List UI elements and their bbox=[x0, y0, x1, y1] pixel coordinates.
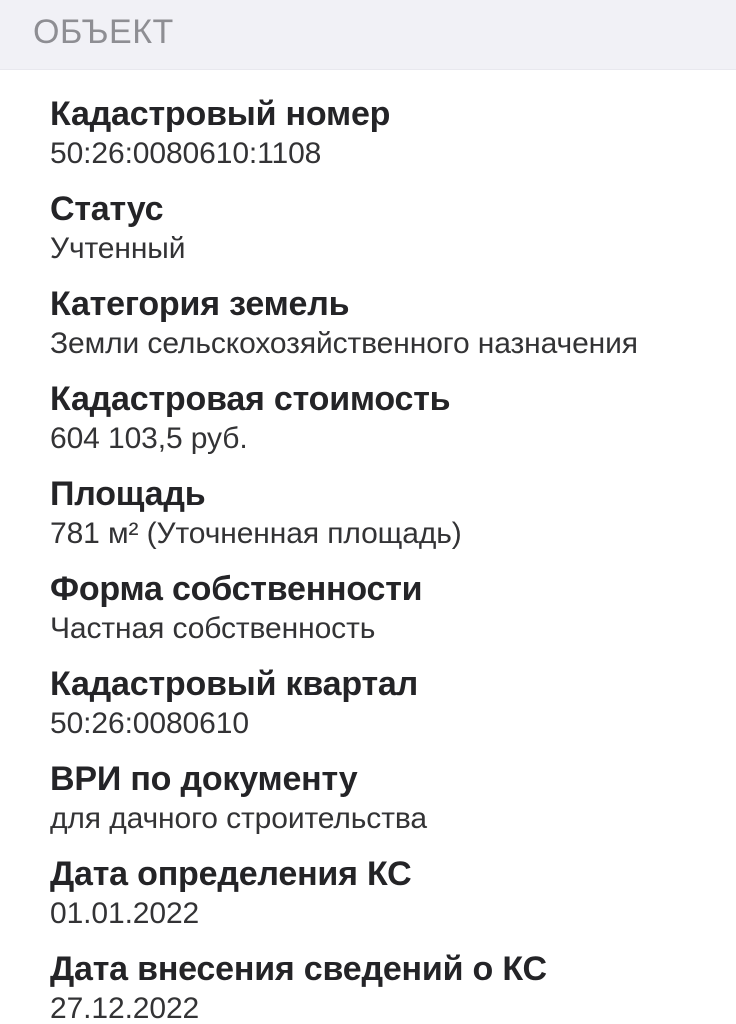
field-value: Частная собственность bbox=[50, 612, 376, 645]
field-label: Площадь bbox=[50, 475, 206, 513]
field-value: для дачного строительства bbox=[50, 802, 427, 835]
section-header bbox=[0, 0, 736, 70]
field-value: Земли сельскохозяйственного назначения bbox=[50, 327, 638, 360]
field-cadastral-block bbox=[50, 664, 706, 742]
field-value: 781 м² (Уточненная площадь) bbox=[50, 517, 462, 550]
field-label: Кадастровый квартал bbox=[50, 665, 419, 703]
field-value: 50:26:0080610:1108 bbox=[50, 137, 322, 170]
field-label: Статус bbox=[50, 190, 164, 228]
field-land-category bbox=[50, 284, 706, 362]
field-value: 604 103,5 руб. bbox=[50, 422, 248, 455]
field-status bbox=[50, 189, 706, 267]
field-ks-entry-date bbox=[50, 949, 706, 1024]
section-header-title: ОБЪЕКТ bbox=[33, 13, 174, 51]
field-value: 27.12.2022 bbox=[50, 992, 200, 1024]
field-label: Категория земель bbox=[50, 285, 350, 323]
field-label: ВРИ по документу bbox=[50, 760, 358, 798]
field-label: Дата внесения сведений о КС bbox=[50, 950, 547, 988]
field-ownership-form bbox=[50, 569, 706, 647]
field-value: 01.01.2022 bbox=[50, 897, 200, 930]
object-details-scroll[interactable] bbox=[0, 70, 736, 1024]
field-label: Форма собственности bbox=[50, 570, 423, 608]
field-value: Учтенный bbox=[50, 232, 186, 265]
field-cadastral-number bbox=[50, 94, 706, 172]
field-label: Дата определения КС bbox=[50, 855, 412, 893]
field-permitted-use bbox=[50, 759, 706, 837]
field-ks-determination-date bbox=[50, 854, 706, 932]
field-area bbox=[50, 474, 706, 552]
field-label: Кадастровая стоимость bbox=[50, 380, 451, 418]
field-cadastral-value bbox=[50, 379, 706, 457]
field-value: 50:26:0080610 bbox=[50, 707, 249, 740]
field-label: Кадастровый номер bbox=[50, 95, 391, 133]
